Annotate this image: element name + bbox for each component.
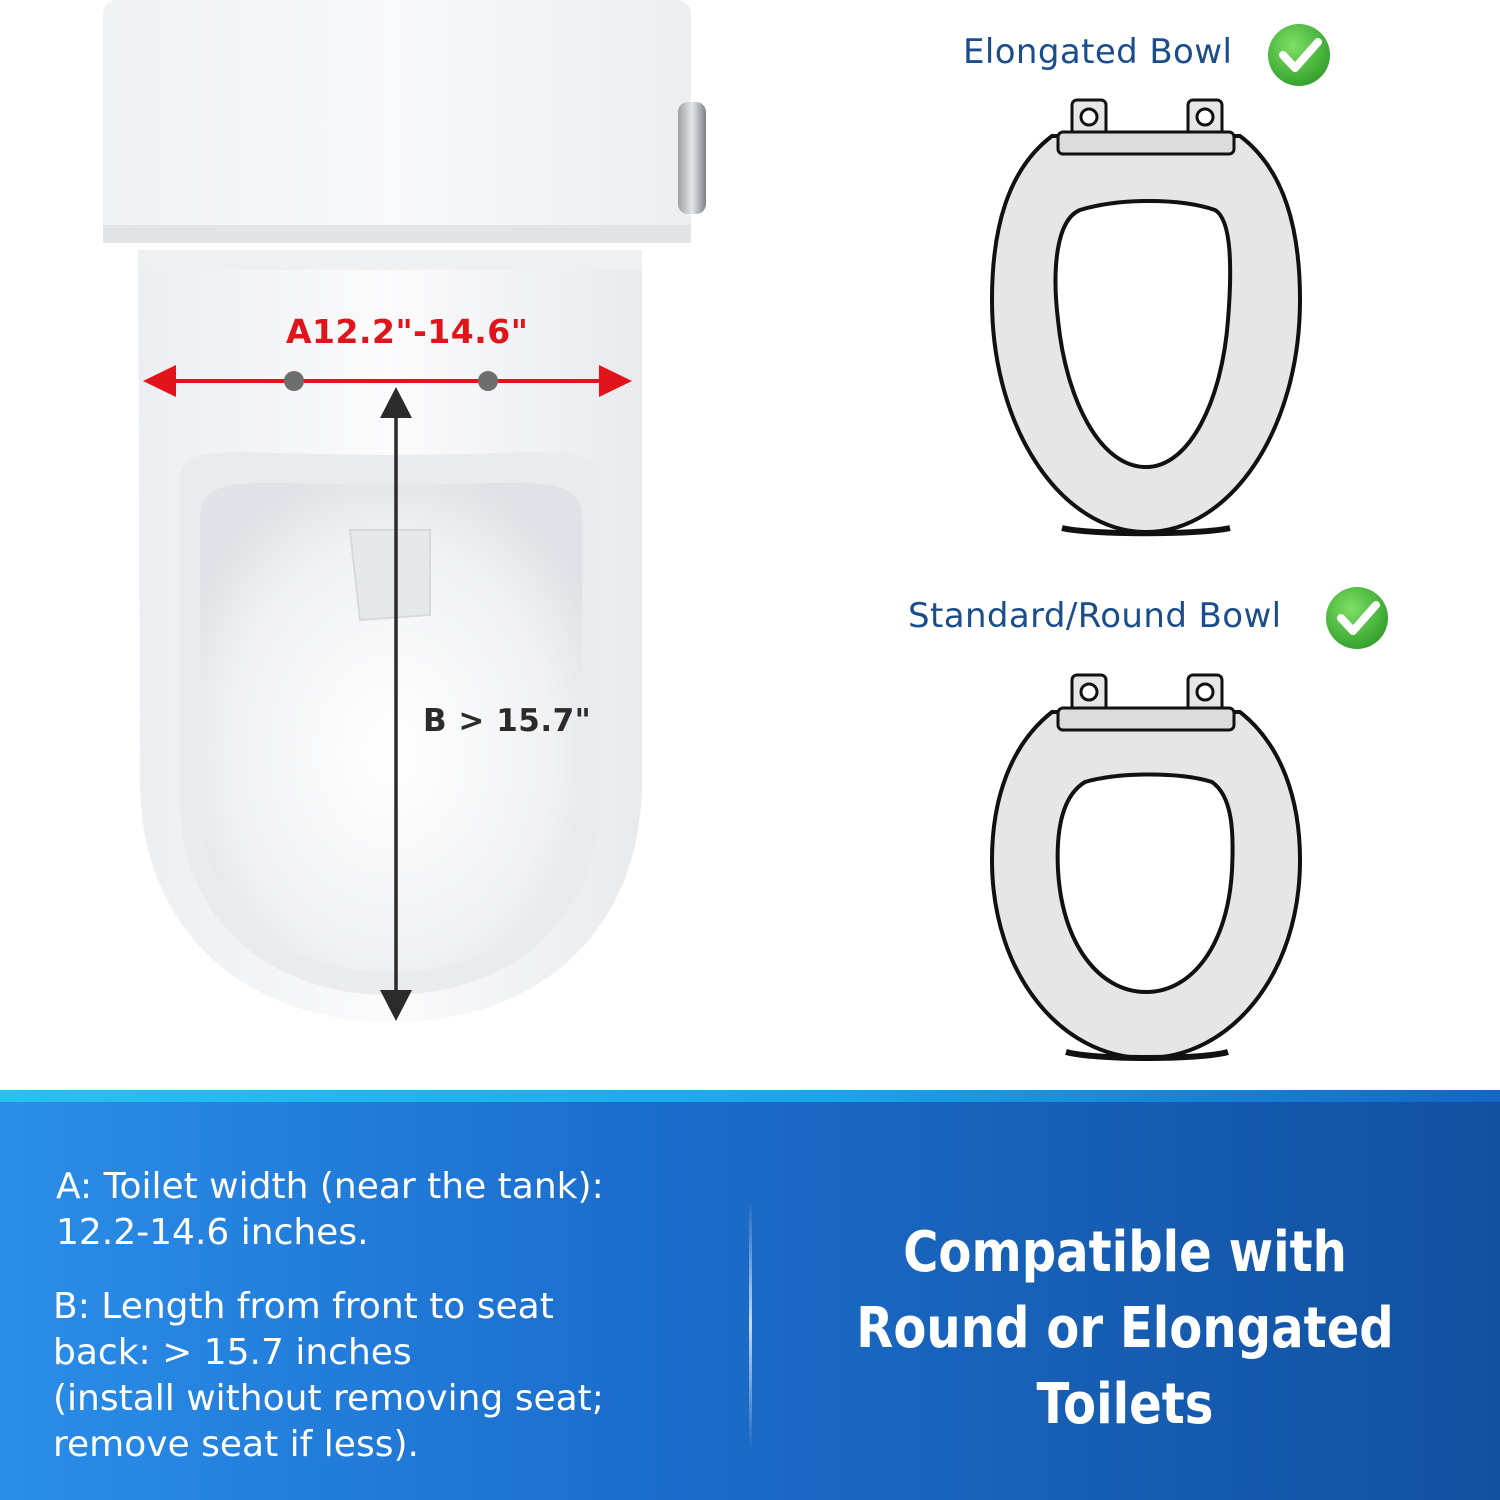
elongated-check-icon [1268, 24, 1330, 86]
toilet-tank [103, 0, 691, 243]
banner-divider [749, 1200, 752, 1450]
info-banner [0, 1090, 1500, 1500]
note-b-line: remove seat if less). [53, 1424, 419, 1465]
note-b-line: (install without removing seat; [53, 1378, 604, 1419]
compatibility-headline [846, 1215, 1405, 1443]
round-bowl-title: Standard/Round Bowl [908, 596, 1282, 636]
note-a [56, 1164, 736, 1256]
headline-line: Compatible with [903, 1220, 1347, 1285]
headline-line: Round or Elongated [856, 1296, 1394, 1361]
note-b-line: B: Length from front to seat [53, 1286, 554, 1327]
round-check-icon [1326, 587, 1388, 649]
dimension-b-label: B > 15.7" [423, 703, 592, 739]
note-b [53, 1284, 733, 1468]
dimension-a-label: A12.2"-14.6" [286, 312, 529, 351]
elongated-bowl-title: Elongated Bowl [963, 32, 1233, 72]
banner-top-stripe [0, 1090, 1500, 1102]
round-seat-icon [992, 675, 1300, 1058]
note-a-line: A: Toilet width (near the tank): [56, 1166, 604, 1207]
elongated-seat-icon [992, 100, 1300, 533]
headline-line: Toilets [1036, 1372, 1214, 1437]
note-a-line: 12.2-14.6 inches. [56, 1212, 369, 1253]
note-b-line: back: > 15.7 inches [53, 1332, 412, 1373]
flush-knob [678, 102, 706, 214]
